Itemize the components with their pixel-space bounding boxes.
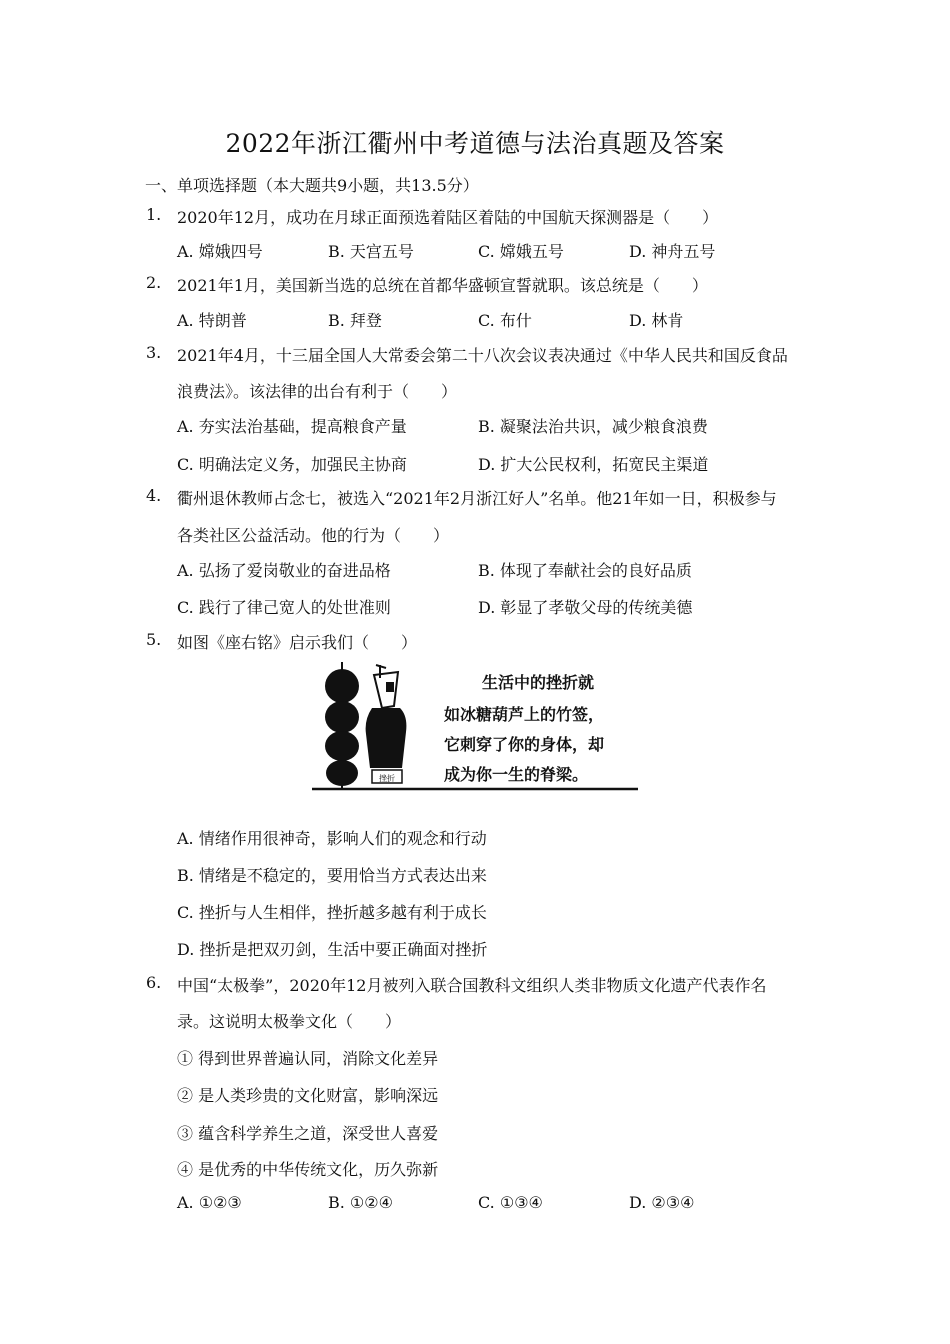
option-c: C. ①③④ [478, 1193, 543, 1212]
question-number: 6. [146, 973, 162, 992]
option-b: B. 拜登 [328, 311, 382, 330]
option-c: C. 践行了律己宽人的处世准则 [177, 598, 391, 617]
caption-line-2: 如冰糖葫芦上的竹签， [444, 705, 605, 724]
question-number: 2. [146, 273, 162, 292]
option-c: C. 布什 [478, 311, 532, 330]
question-stem: 2021年4月，十三届全国人大常委会第二十八次会议表决通过《中华人民共和国反食品 [177, 346, 788, 365]
statement-item: ③ 蕴含科学养生之道，深受世人喜爱 [177, 1124, 439, 1143]
page-title: 2022年浙江衢州中考道德与法治真题及答案 [225, 129, 725, 158]
caption-line-1: 生活中的挫折就 [482, 673, 595, 692]
haw-ball [326, 760, 358, 786]
caption-line-3: 它刺穿了你的身体，却 [444, 735, 605, 754]
option-c: C. 挫折与人生相伴，挫折越多越有利于成长 [177, 903, 487, 922]
question-stem: 如图《座右铭》启示我们（ ） [177, 633, 418, 652]
option-b: B. 天宫五号 [328, 242, 414, 261]
option-d: D. 扩大公民权利，拓宽民主渠道 [478, 455, 709, 474]
person-figure [366, 665, 407, 783]
question-stem-continued: 各类社区公益活动。他的行为（ ） [177, 526, 450, 545]
motto-illustration [310, 660, 640, 795]
option-a: A. 弘扬了爱岗敬业的奋进品格 [177, 561, 391, 580]
statement-item: ④ 是优秀的中华传统文化，历久弥新 [177, 1160, 439, 1179]
option-d: D. 神舟五号 [629, 242, 716, 261]
haw-ball [325, 731, 359, 761]
option-c: C. 明确法定义务，加强民主协商 [177, 455, 407, 474]
option-a: A. ①②③ [177, 1193, 242, 1212]
question-stem-continued: 浪费法》。该法律的出台有利于（ ） [177, 382, 458, 401]
haw-ball [325, 701, 359, 733]
question-stem: 2021年1月，美国新当选的总统在首都华盛顿宣誓就职。该总统是（ ） [177, 276, 708, 295]
option-c: C. 嫦娥五号 [478, 242, 564, 261]
option-a: A. 情绪作用很神奇，影响人们的观念和行动 [177, 829, 487, 848]
question-stem: 衢州退休教师占念七，被选入“2021年2月浙江好人”名单。他21年如一日，积极参与 [177, 489, 777, 508]
figure-sign-text: 挫折 [379, 774, 395, 783]
option-d: D. 彰显了孝敬父母的传统美德 [478, 598, 693, 617]
question-stem-continued: 录。这说明太极拳文化（ ） [177, 1012, 402, 1031]
option-d: D. 林肯 [629, 311, 684, 330]
option-a: A. 嫦娥四号 [177, 242, 263, 261]
question-number: 4. [146, 486, 162, 505]
option-a: A. 特朗普 [177, 311, 247, 330]
option-d: D. 挫折是把双刃剑，生活中要正确面对挫折 [177, 940, 488, 959]
statement-item: ① 得到世界普遍认同，消除文化差异 [177, 1049, 439, 1068]
question-number: 3. [146, 343, 162, 362]
option-b: B. ①②④ [328, 1193, 393, 1212]
haw-ball [325, 669, 359, 703]
statement-item: ② 是人类珍贵的文化财富，影响深远 [177, 1086, 439, 1105]
question-stem: 2020年12月，成功在月球正面预选着陆区着陆的中国航天探测器是（ ） [177, 208, 719, 227]
caption-line-4: 成为你一生的脊梁。 [444, 765, 589, 784]
option-b: B. 情绪是不稳定的，要用恰当方式表达出来 [177, 866, 487, 885]
option-b: B. 体现了奉献社会的良好品质 [478, 561, 692, 580]
option-b: B. 凝聚法治共识，减少粮食浪费 [478, 417, 708, 436]
question-number: 1. [146, 205, 162, 224]
question-number: 5. [146, 630, 162, 649]
option-d: D. ②③④ [629, 1193, 695, 1212]
question-stem: 中国“太极拳”，2020年12月被列入联合国教科文组织人类非物质文化遗产代表作名 [177, 976, 767, 995]
section-heading: 一、单项选择题（本大题共9小题，共13.5分） [145, 176, 479, 195]
option-a: A. 夯实法治基础，提高粮食产量 [177, 417, 407, 436]
